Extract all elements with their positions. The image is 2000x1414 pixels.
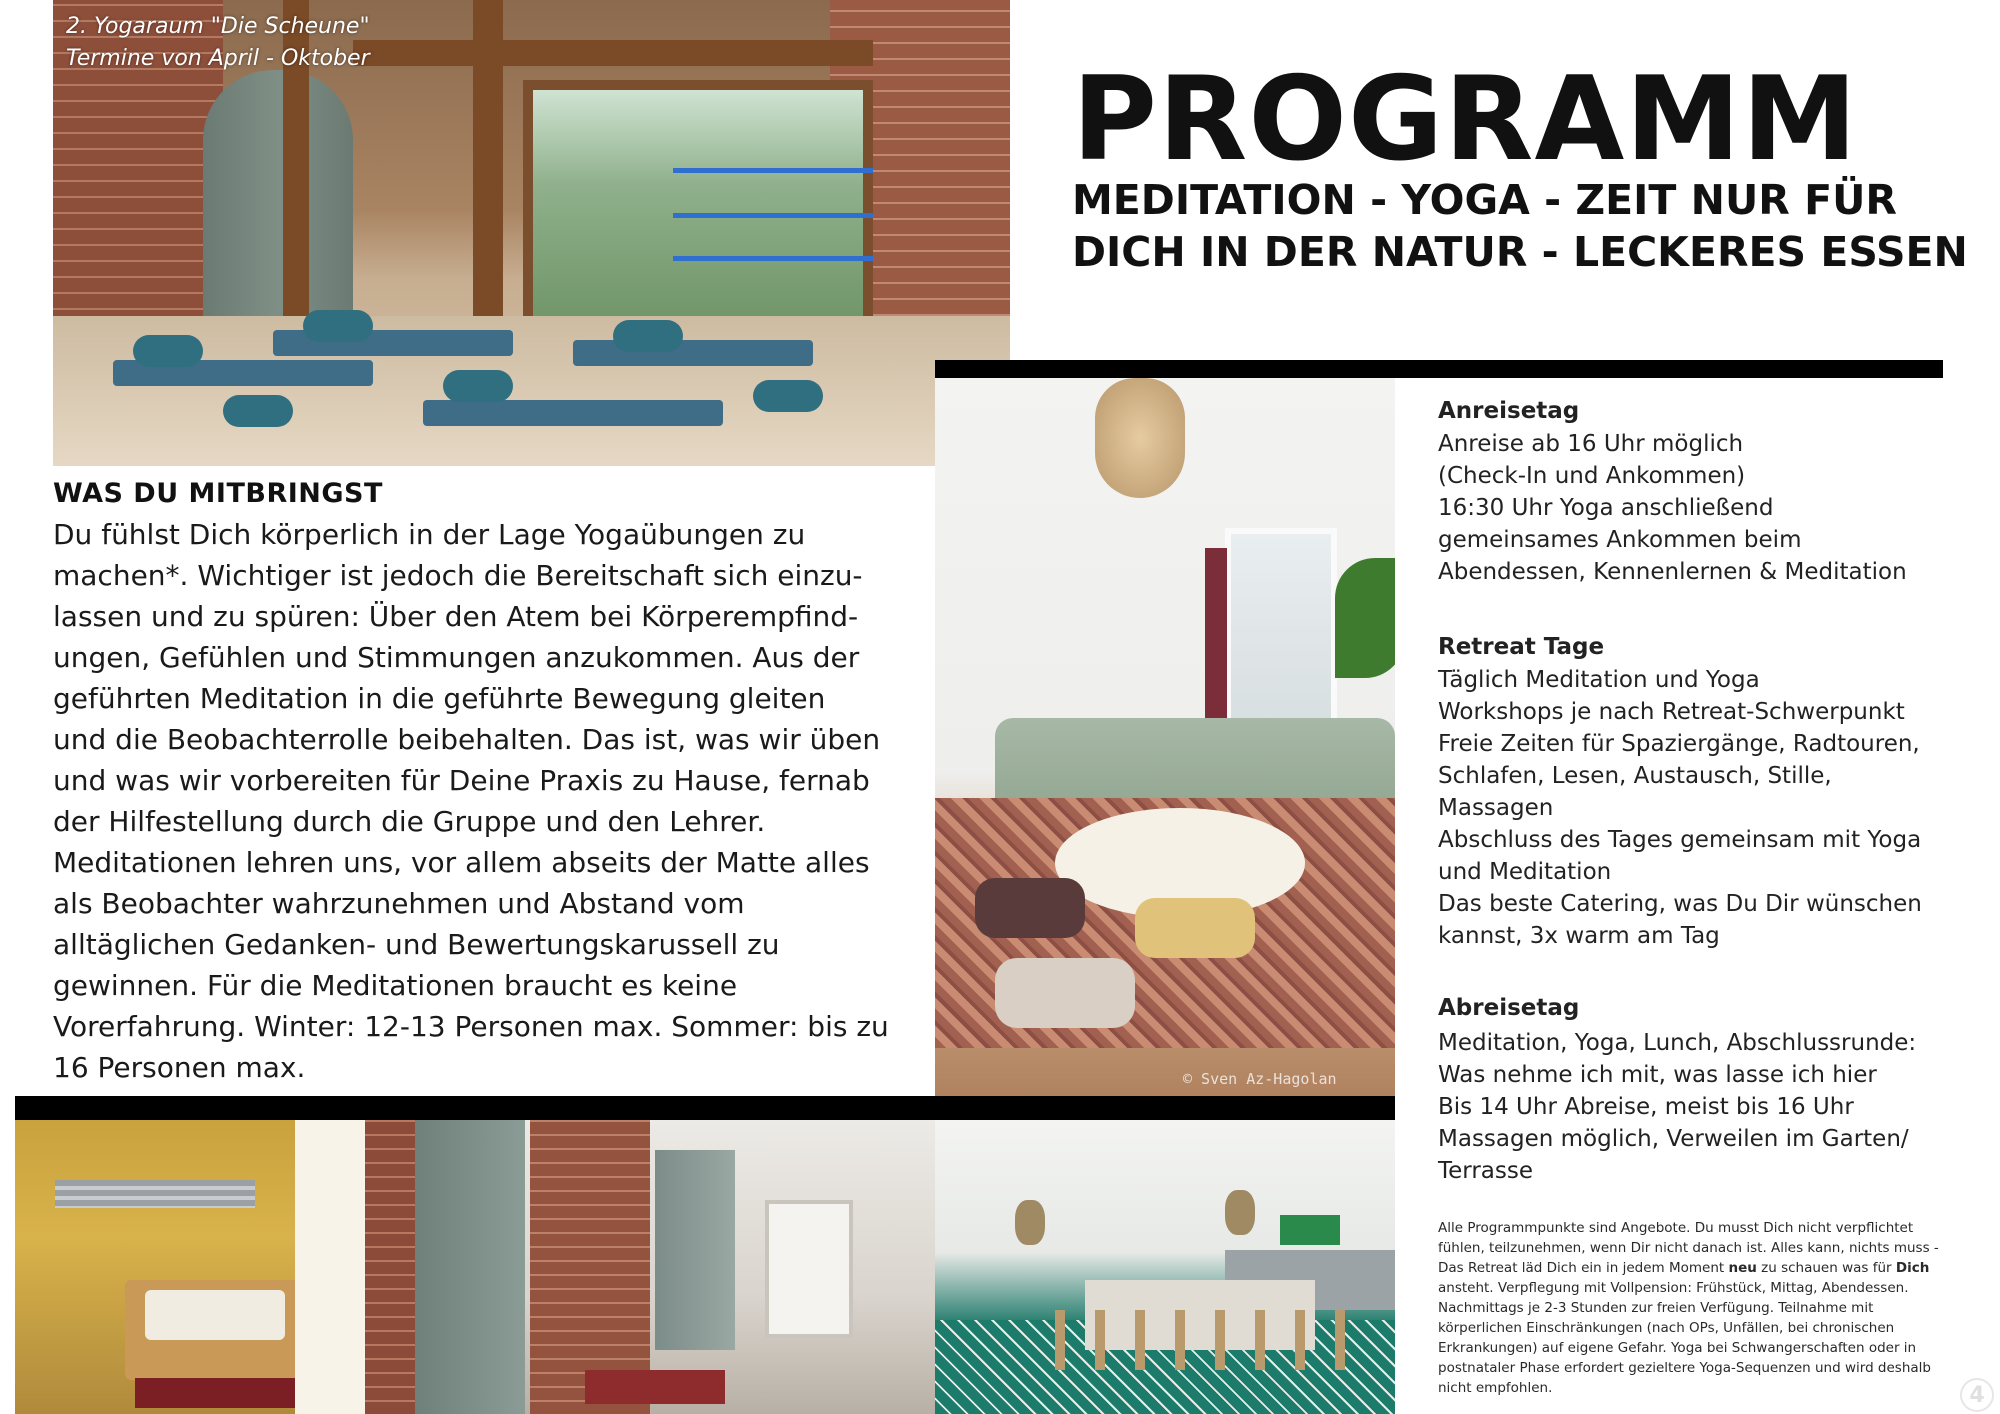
- bedroom-photo: [15, 1120, 365, 1414]
- photo-caption-dates: Termine von April - Oktober: [66, 46, 370, 71]
- page-subtitle: MEDITATION - YOGA - ZEIT NUR FÜR DICH IN DER NATUR - LECKERES ESSEN: [1072, 176, 1968, 276]
- footnote-part3: ansteht. Verpflegung mit Vollpension: Frühstück, Mittag, Abendessen. Nachmittags je 2-3 Stunden zur freien Verfügung. Teilnahme mit körperlichen Einschränkungen (nach OPs, Unfällen, bei chronischen Erkrankungen) auf eigene Gefahr. Yoga bei Schwangerschaften oder in postnataler Phase erfordert gezieltere Yoga-Sequenzen und wird deshalb nicht empfohlen.: [1438, 1280, 1931, 1396]
- arrival-day-text: Anreise ab 16 Uhr möglich (Check-In und Ankommen) 16:30 Uhr Yoga anschließend gemeinsames Ankommen beim Abendessen, Kennenlernen & Meditation: [1438, 431, 1907, 585]
- retreat-days-heading: Retreat Tage: [1438, 634, 1605, 660]
- divider-bar-bottom: [15, 1096, 1395, 1120]
- page-title: PROGRAMM: [1072, 52, 1859, 187]
- arrival-day-heading: Anreisetag: [1438, 398, 1580, 424]
- living-room-photo: [935, 378, 1395, 1096]
- retreat-days-text: Täglich Meditation und Yoga Workshops je nach Retreat-Schwerpunkt Freie Zeiten für Spaziergänge, Radtouren, Schlafen, Lesen, Austausch, Stille, Massagen Abschluss des Tages gemeinsam mit Yoga und Meditation Das beste Catering, was Du Dir wünschen kannst, 3x warm am Tag: [1438, 667, 1922, 949]
- divider-bar-top: [935, 360, 1943, 378]
- dining-room-photo: [935, 1120, 1395, 1414]
- corridor-photo: [365, 1120, 935, 1414]
- footnote: [1438, 1218, 1948, 1398]
- photo-caption-room: 2. Yogaraum "Die Scheune": [66, 14, 370, 39]
- departure-day-heading: Abreisetag: [1438, 995, 1580, 1021]
- footnote-part2: zu schauen was für: [1756, 1260, 1896, 1276]
- footnote-bold-dich: Dich: [1895, 1260, 1930, 1276]
- departure-day-text: Meditation, Yoga, Lunch, Abschlussrunde: Was nehme ich mit, was lasse ich hier Bis 14 Uhr Abreise, meist bis 16 Uhr Massagen möglich, Verweilen im Garten/ Terrasse: [1438, 1030, 1917, 1184]
- photo-watermark: © Sven Az-Hagolan: [1183, 1070, 1337, 1088]
- page-number: 4: [1960, 1378, 1994, 1412]
- bring-heading: WAS DU MITBRINGST: [53, 478, 383, 509]
- footnote-part1: Alle Programmpunkte sind Angebote. Du musst Dich nicht verpflichtet fühlen, teilzunehmen, wenn Dir nicht danach ist. Alles kann, nichts muss - Das Retreat läd Dich ein in jedem Moment: [1438, 1220, 1939, 1276]
- bring-body-text: Du fühlst Dich körperlich in der Lage Yogaübungen zu machen*. Wichtiger ist jedoch die Bereitschaft sich einzu- lassen und zu spüren: Über den Atem bei Körperempfind- ungen, Gefühlen und Stimmungen anzukommen. Aus der geführten Meditation in die geführte Bewegung gleiten und die Beobachterrolle beibehalten. Das ist, was wir üben und was wir vorbereiten für Deine Praxis zu Hause, fernab der Hilfestellung durch die Gruppe und den Lehrer. Meditationen lehren uns, vor allem abseits der Matte alles als Beobachter wahrzunehmen und Abstand vom alltäglichen Gedanken- und Bewertungskarussell zu gewinnen. Für die Meditationen braucht es keine Vorerfahrung. Winter: 12-13 Personen max. Sommer: bis zu 16 Personen max.: [53, 518, 889, 1084]
- footnote-bold-neu: neu: [1728, 1260, 1757, 1276]
